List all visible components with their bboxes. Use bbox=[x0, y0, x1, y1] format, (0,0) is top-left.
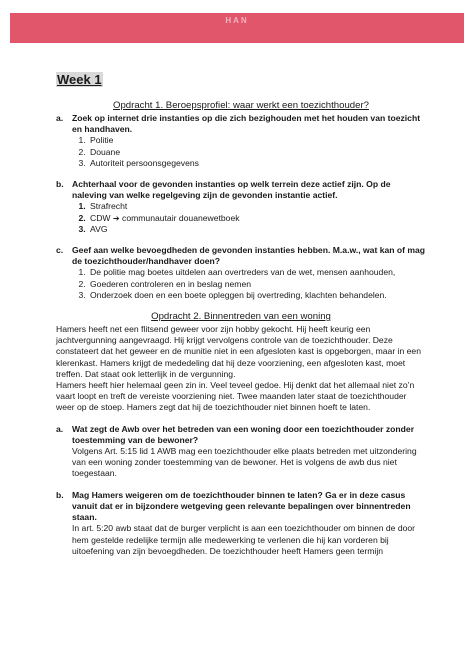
list-item: 3. AVG bbox=[88, 224, 426, 235]
question-1b: b. Achterhaal voor de gevonden instanties op welk terrein deze actief zijn. Op de naleving van welke regelgeving zijn de gevonden instantie actief. bbox=[56, 179, 391, 201]
answer-2a: Volgens Art. 5:15 lid 1 AWB mag een toezichthouder elke plaats betreden met uitzondering van een woning zonder toestemming van de bewoner. Het is volgens de awb dus niet toegestaan. bbox=[72, 446, 417, 479]
list-item: 3. Onderzoek doen en een boete opleggen bij overtreding, klachten behandelen. bbox=[88, 290, 426, 301]
question-1a: a. Zoek op internet drie instanties op die zich bezighouden met het houden van toezicht en handhaven. bbox=[56, 113, 421, 135]
opdracht1-heading: Opdracht 1. Beroepsprofiel: waar werkt een toezichthouder? bbox=[113, 100, 369, 111]
header-banner bbox=[10, 13, 464, 43]
arrow-right-icon: ➔ bbox=[112, 213, 120, 223]
question-1c: c. Geef aan welke bevoegdheden de gevonden instanties hebben. M.a.w., wat kan of mag de toezichthouder/handhaver doen? bbox=[56, 245, 426, 267]
list-item: 3. Autoriteit persoonsgegevens bbox=[88, 158, 426, 169]
question-2a: a. Wat zegt de Awb over het betreden van een woning door een toezichthouder zonder toestemming van de bewoner? bbox=[56, 423, 415, 445]
question-2b: b. Mag Hamers weigeren om de toezichthouder binnen te laten? Ga er in deze casus vanuit dat er in bijzondere wetgeving geen relevante bepalingen over binnentreden staan. bbox=[56, 489, 411, 523]
list-item: 1. Politie bbox=[88, 135, 426, 146]
answer-list-1c bbox=[56, 267, 426, 301]
list-item: 1. De politie mag boetes uitdelen aan overtreders van de wet, mensen aanhouden, bbox=[88, 267, 426, 278]
opdracht2-heading: Opdracht 2. Binnentreden van een woning bbox=[151, 311, 331, 323]
document-page bbox=[56, 72, 426, 557]
answer-2b: In art. 5:20 awb staat dat de burger verplicht is aan een toezichthouder om binnen de door hem gestelde redelijke termijn alle medewerking te verlenen die hij kan vorderen bij uitoefening van zijn bevoegdheden. De toezichthouder heeft Hamers geen termijn bbox=[72, 523, 416, 556]
case-text: Hamers heeft net een flitsend geweer voor zijn hobby gekocht. Hij heeft keurig een jachtvergunning aangevraagd. Hij krijgt vervolgens controle van de toezichthouder. Deze constateert dat het geweer en de munitie niet in een afgesloten kast is opgeborgen, maar in een klerenkast. Hamers krijgt de mededeling dat hij deze voorziening, een afgesloten kast, moet treffen. Dat staat ook letterlijk in de vergunning. bbox=[56, 324, 421, 379]
week-title: Week 1 bbox=[57, 72, 102, 87]
list-item: 1. Strafrecht bbox=[88, 201, 426, 212]
answer-list-1b bbox=[56, 201, 426, 235]
list-item: 2. Douane bbox=[88, 147, 426, 158]
case-text-continued: Hamers heeft hier helemaal geen zin in. Veel teveel gedoe. Hij denkt dat het allemaal niet zo’n vaart loopt en treft de vereiste voorziening niet. Twee maanden later staat de toezichthouder weer op de stoep. Hamers zegt dat hij de toezichthouder niet binnen hoeft te laten. bbox=[56, 380, 415, 413]
list-item: 2. CDW ➔ communautair douanewetboek bbox=[88, 213, 426, 224]
answer-list-1a bbox=[56, 135, 426, 169]
banner-text: HAN bbox=[225, 16, 249, 25]
list-item: 2. Goederen controleren en in beslag nemen bbox=[88, 279, 426, 290]
